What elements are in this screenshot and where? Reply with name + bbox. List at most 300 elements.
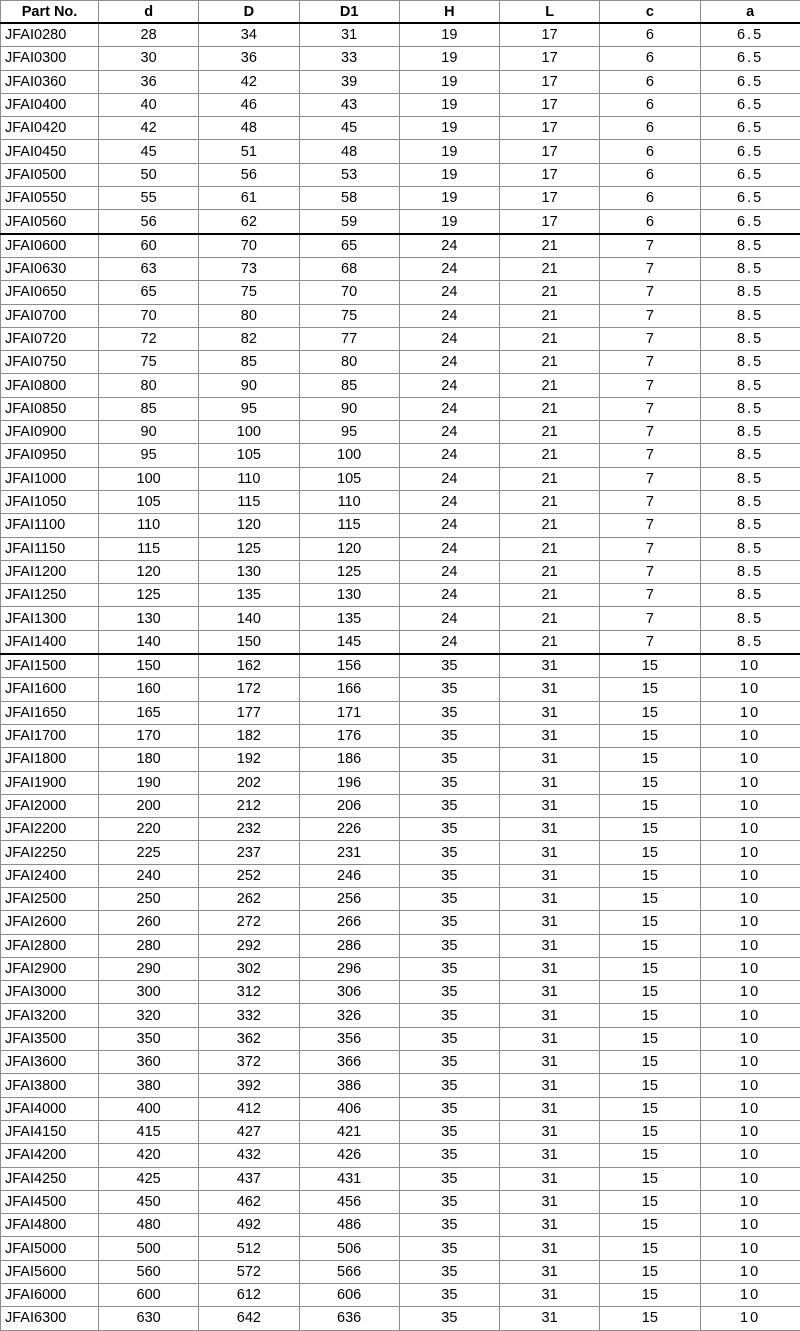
part-no-cell: JFAI3000	[1, 981, 99, 1004]
H-cell: 35	[399, 794, 499, 817]
D1-cell: 196	[299, 771, 399, 794]
a-cell: 8.5	[700, 374, 800, 397]
table-row	[1, 818, 800, 841]
a-cell: 10	[700, 1097, 800, 1120]
header-row	[1, 1, 800, 24]
c-cell: 15	[600, 1260, 700, 1283]
H-cell: 35	[399, 1214, 499, 1237]
D1-cell: 80	[299, 351, 399, 374]
a-cell: 8.5	[700, 584, 800, 607]
d-cell: 115	[99, 537, 199, 560]
L-cell: 31	[500, 1027, 600, 1050]
H-cell: 35	[399, 841, 499, 864]
part-no-cell: JFAI5000	[1, 1237, 99, 1260]
d-cell: 630	[99, 1307, 199, 1330]
H-cell: 19	[399, 70, 499, 93]
L-cell: 31	[500, 1004, 600, 1027]
table-row	[1, 421, 800, 444]
H-cell: 24	[399, 490, 499, 513]
D-cell: 412	[199, 1097, 299, 1120]
D-cell: 332	[199, 1004, 299, 1027]
table-row	[1, 1074, 800, 1097]
D-cell: 75	[199, 281, 299, 304]
c-cell: 15	[600, 1284, 700, 1307]
L-cell: 31	[500, 1097, 600, 1120]
d-cell: 320	[99, 1004, 199, 1027]
H-cell: 24	[399, 234, 499, 258]
d-cell: 250	[99, 887, 199, 910]
c-cell: 7	[600, 304, 700, 327]
d-cell: 500	[99, 1237, 199, 1260]
L-cell: 31	[500, 981, 600, 1004]
d-cell: 360	[99, 1051, 199, 1074]
c-cell: 7	[600, 514, 700, 537]
L-cell: 31	[500, 934, 600, 957]
L-cell: 17	[500, 210, 600, 234]
D-cell: 237	[199, 841, 299, 864]
c-cell: 7	[600, 397, 700, 420]
d-cell: 55	[99, 187, 199, 210]
H-cell: 35	[399, 981, 499, 1004]
part-no-cell: JFAI1650	[1, 701, 99, 724]
c-cell: 6	[600, 93, 700, 116]
L-cell: 31	[500, 654, 600, 678]
D1-cell: 145	[299, 630, 399, 654]
part-no-cell: JFAI0550	[1, 187, 99, 210]
a-cell: 8.5	[700, 327, 800, 350]
H-cell: 24	[399, 444, 499, 467]
part-no-cell: JFAI1050	[1, 490, 99, 513]
header-a: a	[700, 1, 800, 24]
table-row	[1, 630, 800, 654]
a-cell: 8.5	[700, 537, 800, 560]
table-row	[1, 187, 800, 210]
part-no-cell: JFAI2500	[1, 887, 99, 910]
table-row	[1, 537, 800, 560]
D1-cell: 486	[299, 1214, 399, 1237]
d-cell: 190	[99, 771, 199, 794]
c-cell: 15	[600, 981, 700, 1004]
table-row	[1, 257, 800, 280]
header-L: L	[500, 1, 600, 24]
table-row	[1, 678, 800, 701]
table-row	[1, 957, 800, 980]
D1-cell: 406	[299, 1097, 399, 1120]
table-row	[1, 748, 800, 771]
L-cell: 31	[500, 1167, 600, 1190]
D-cell: 120	[199, 514, 299, 537]
a-cell: 10	[700, 1144, 800, 1167]
D1-cell: 95	[299, 421, 399, 444]
H-cell: 35	[399, 887, 499, 910]
a-cell: 10	[700, 1167, 800, 1190]
H-cell: 35	[399, 771, 499, 794]
part-no-cell: JFAI0280	[1, 23, 99, 47]
D1-cell: 566	[299, 1260, 399, 1283]
table-row	[1, 1027, 800, 1050]
d-cell: 100	[99, 467, 199, 490]
d-cell: 350	[99, 1027, 199, 1050]
L-cell: 21	[500, 257, 600, 280]
d-cell: 260	[99, 911, 199, 934]
H-cell: 35	[399, 654, 499, 678]
L-cell: 21	[500, 630, 600, 654]
L-cell: 21	[500, 514, 600, 537]
D-cell: 90	[199, 374, 299, 397]
d-cell: 560	[99, 1260, 199, 1283]
H-cell: 24	[399, 467, 499, 490]
a-cell: 10	[700, 1190, 800, 1213]
D-cell: 427	[199, 1120, 299, 1143]
H-cell: 35	[399, 1284, 499, 1307]
part-no-cell: JFAI1100	[1, 514, 99, 537]
D-cell: 61	[199, 187, 299, 210]
H-cell: 19	[399, 140, 499, 163]
table-row	[1, 724, 800, 747]
table-row	[1, 351, 800, 374]
D-cell: 140	[199, 607, 299, 630]
a-cell: 10	[700, 701, 800, 724]
d-cell: 63	[99, 257, 199, 280]
c-cell: 15	[600, 654, 700, 678]
d-cell: 85	[99, 397, 199, 420]
part-no-cell: JFAI3500	[1, 1027, 99, 1050]
c-cell: 15	[600, 1144, 700, 1167]
part-no-cell: JFAI0420	[1, 117, 99, 140]
c-cell: 15	[600, 1190, 700, 1213]
D-cell: 42	[199, 70, 299, 93]
H-cell: 35	[399, 1027, 499, 1050]
D-cell: 572	[199, 1260, 299, 1283]
L-cell: 17	[500, 187, 600, 210]
D1-cell: 421	[299, 1120, 399, 1143]
L-cell: 31	[500, 678, 600, 701]
H-cell: 19	[399, 210, 499, 234]
D1-cell: 85	[299, 374, 399, 397]
a-cell: 10	[700, 654, 800, 678]
c-cell: 7	[600, 490, 700, 513]
table-row	[1, 1051, 800, 1074]
H-cell: 35	[399, 1004, 499, 1027]
L-cell: 17	[500, 47, 600, 70]
L-cell: 31	[500, 818, 600, 841]
a-cell: 10	[700, 1027, 800, 1050]
D-cell: 125	[199, 537, 299, 560]
c-cell: 15	[600, 1167, 700, 1190]
d-cell: 40	[99, 93, 199, 116]
part-no-cell: JFAI0900	[1, 421, 99, 444]
D-cell: 192	[199, 748, 299, 771]
H-cell: 35	[399, 748, 499, 771]
D-cell: 135	[199, 584, 299, 607]
d-cell: 380	[99, 1074, 199, 1097]
part-no-cell: JFAI6300	[1, 1307, 99, 1330]
table-row	[1, 444, 800, 467]
H-cell: 35	[399, 1260, 499, 1283]
part-no-cell: JFAI1800	[1, 748, 99, 771]
d-cell: 200	[99, 794, 199, 817]
c-cell: 6	[600, 23, 700, 47]
L-cell: 31	[500, 957, 600, 980]
table-row	[1, 1120, 800, 1143]
D1-cell: 68	[299, 257, 399, 280]
a-cell: 8.5	[700, 234, 800, 258]
part-no-cell: JFAI4250	[1, 1167, 99, 1190]
part-no-cell: JFAI2800	[1, 934, 99, 957]
c-cell: 6	[600, 187, 700, 210]
L-cell: 31	[500, 724, 600, 747]
D1-cell: 77	[299, 327, 399, 350]
a-cell: 10	[700, 981, 800, 1004]
D1-cell: 366	[299, 1051, 399, 1074]
a-cell: 10	[700, 887, 800, 910]
part-no-cell: JFAI3600	[1, 1051, 99, 1074]
H-cell: 24	[399, 607, 499, 630]
L-cell: 17	[500, 23, 600, 47]
L-cell: 21	[500, 607, 600, 630]
table-row	[1, 1307, 800, 1330]
a-cell: 10	[700, 1004, 800, 1027]
L-cell: 17	[500, 117, 600, 140]
D1-cell: 156	[299, 654, 399, 678]
header-d: d	[99, 1, 199, 24]
H-cell: 19	[399, 23, 499, 47]
D1-cell: 506	[299, 1237, 399, 1260]
table-row	[1, 771, 800, 794]
c-cell: 15	[600, 1051, 700, 1074]
part-no-cell: JFAI3200	[1, 1004, 99, 1027]
D-cell: 372	[199, 1051, 299, 1074]
d-cell: 170	[99, 724, 199, 747]
a-cell: 10	[700, 1120, 800, 1143]
table-row	[1, 140, 800, 163]
d-cell: 130	[99, 607, 199, 630]
L-cell: 31	[500, 1237, 600, 1260]
H-cell: 24	[399, 281, 499, 304]
L-cell: 31	[500, 1074, 600, 1097]
H-cell: 24	[399, 630, 499, 654]
L-cell: 31	[500, 911, 600, 934]
D1-cell: 246	[299, 864, 399, 887]
d-cell: 240	[99, 864, 199, 887]
a-cell: 10	[700, 1284, 800, 1307]
table-row	[1, 584, 800, 607]
part-no-cell: JFAI2000	[1, 794, 99, 817]
L-cell: 21	[500, 281, 600, 304]
D-cell: 302	[199, 957, 299, 980]
part-no-cell: JFAI5600	[1, 1260, 99, 1283]
D-cell: 95	[199, 397, 299, 420]
c-cell: 15	[600, 701, 700, 724]
L-cell: 17	[500, 163, 600, 186]
a-cell: 10	[700, 724, 800, 747]
a-cell: 8.5	[700, 304, 800, 327]
table-row	[1, 654, 800, 678]
D-cell: 202	[199, 771, 299, 794]
c-cell: 15	[600, 887, 700, 910]
d-cell: 160	[99, 678, 199, 701]
D1-cell: 120	[299, 537, 399, 560]
D-cell: 212	[199, 794, 299, 817]
table-row	[1, 841, 800, 864]
L-cell: 21	[500, 537, 600, 560]
c-cell: 15	[600, 841, 700, 864]
D-cell: 612	[199, 1284, 299, 1307]
a-cell: 8.5	[700, 607, 800, 630]
c-cell: 6	[600, 47, 700, 70]
D1-cell: 171	[299, 701, 399, 724]
H-cell: 35	[399, 864, 499, 887]
part-no-cell: JFAI0400	[1, 93, 99, 116]
D1-cell: 606	[299, 1284, 399, 1307]
part-no-cell: JFAI0700	[1, 304, 99, 327]
c-cell: 7	[600, 607, 700, 630]
table-row	[1, 93, 800, 116]
table-row	[1, 281, 800, 304]
D-cell: 34	[199, 23, 299, 47]
a-cell: 6.5	[700, 93, 800, 116]
D-cell: 46	[199, 93, 299, 116]
H-cell: 35	[399, 1144, 499, 1167]
c-cell: 7	[600, 351, 700, 374]
D-cell: 62	[199, 210, 299, 234]
L-cell: 21	[500, 490, 600, 513]
H-cell: 24	[399, 584, 499, 607]
c-cell: 7	[600, 444, 700, 467]
D1-cell: 45	[299, 117, 399, 140]
table-row	[1, 374, 800, 397]
c-cell: 7	[600, 421, 700, 444]
c-cell: 15	[600, 911, 700, 934]
D1-cell: 266	[299, 911, 399, 934]
L-cell: 21	[500, 421, 600, 444]
d-cell: 42	[99, 117, 199, 140]
L-cell: 17	[500, 93, 600, 116]
D1-cell: 186	[299, 748, 399, 771]
part-no-cell: JFAI0500	[1, 163, 99, 186]
c-cell: 6	[600, 70, 700, 93]
c-cell: 15	[600, 1214, 700, 1237]
H-cell: 35	[399, 911, 499, 934]
D1-cell: 59	[299, 210, 399, 234]
table-row	[1, 1260, 800, 1283]
d-cell: 140	[99, 630, 199, 654]
d-cell: 36	[99, 70, 199, 93]
a-cell: 8.5	[700, 490, 800, 513]
D1-cell: 456	[299, 1190, 399, 1213]
part-no-cell: JFAI0300	[1, 47, 99, 70]
c-cell: 7	[600, 537, 700, 560]
d-cell: 80	[99, 374, 199, 397]
H-cell: 35	[399, 1190, 499, 1213]
d-cell: 480	[99, 1214, 199, 1237]
a-cell: 10	[700, 864, 800, 887]
L-cell: 31	[500, 887, 600, 910]
H-cell: 19	[399, 187, 499, 210]
header-D: D	[199, 1, 299, 24]
D1-cell: 53	[299, 163, 399, 186]
c-cell: 7	[600, 584, 700, 607]
c-cell: 15	[600, 794, 700, 817]
table-row	[1, 934, 800, 957]
part-no-cell: JFAI2900	[1, 957, 99, 980]
a-cell: 10	[700, 1074, 800, 1097]
D1-cell: 125	[299, 560, 399, 583]
c-cell: 7	[600, 234, 700, 258]
part-no-cell: JFAI4500	[1, 1190, 99, 1213]
a-cell: 10	[700, 934, 800, 957]
H-cell: 35	[399, 1167, 499, 1190]
D1-cell: 326	[299, 1004, 399, 1027]
table-row	[1, 1167, 800, 1190]
H-cell: 35	[399, 724, 499, 747]
header-c: c	[600, 1, 700, 24]
c-cell: 15	[600, 1307, 700, 1330]
table-row	[1, 607, 800, 630]
part-no-cell: JFAI0850	[1, 397, 99, 420]
d-cell: 60	[99, 234, 199, 258]
D1-cell: 33	[299, 47, 399, 70]
D-cell: 73	[199, 257, 299, 280]
part-no-cell: JFAI1700	[1, 724, 99, 747]
d-cell: 165	[99, 701, 199, 724]
D-cell: 182	[199, 724, 299, 747]
H-cell: 35	[399, 1097, 499, 1120]
a-cell: 6.5	[700, 163, 800, 186]
part-no-cell: JFAI0750	[1, 351, 99, 374]
L-cell: 31	[500, 1307, 600, 1330]
header-part-no: Part No.	[1, 1, 99, 24]
L-cell: 31	[500, 1051, 600, 1074]
D1-cell: 386	[299, 1074, 399, 1097]
D-cell: 262	[199, 887, 299, 910]
c-cell: 7	[600, 630, 700, 654]
L-cell: 21	[500, 560, 600, 583]
D1-cell: 75	[299, 304, 399, 327]
D-cell: 437	[199, 1167, 299, 1190]
H-cell: 35	[399, 678, 499, 701]
D-cell: 232	[199, 818, 299, 841]
a-cell: 6.5	[700, 23, 800, 47]
H-cell: 24	[399, 304, 499, 327]
D-cell: 432	[199, 1144, 299, 1167]
L-cell: 21	[500, 327, 600, 350]
table-row	[1, 304, 800, 327]
table-row	[1, 490, 800, 513]
H-cell: 19	[399, 117, 499, 140]
L-cell: 31	[500, 771, 600, 794]
part-no-cell: JFAI2200	[1, 818, 99, 841]
H-cell: 35	[399, 1307, 499, 1330]
H-cell: 24	[399, 537, 499, 560]
d-cell: 105	[99, 490, 199, 513]
d-cell: 425	[99, 1167, 199, 1190]
L-cell: 21	[500, 584, 600, 607]
L-cell: 31	[500, 1284, 600, 1307]
table-row	[1, 514, 800, 537]
c-cell: 15	[600, 771, 700, 794]
part-no-cell: JFAI1150	[1, 537, 99, 560]
table-row	[1, 981, 800, 1004]
table-row	[1, 1214, 800, 1237]
table-row	[1, 864, 800, 887]
D1-cell: 286	[299, 934, 399, 957]
D1-cell: 115	[299, 514, 399, 537]
L-cell: 21	[500, 351, 600, 374]
D-cell: 36	[199, 47, 299, 70]
c-cell: 7	[600, 281, 700, 304]
part-no-cell: JFAI0800	[1, 374, 99, 397]
